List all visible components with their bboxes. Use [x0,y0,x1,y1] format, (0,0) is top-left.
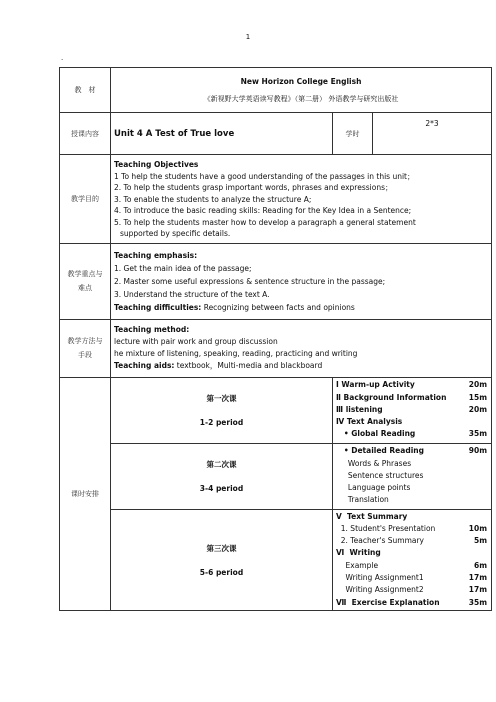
unit-title: Unit 4 A Test of True love [111,113,333,155]
activity-text: Sentence structures [336,470,424,480]
activity-text: Ⅶ Exercise Explanation [336,597,440,607]
dot-mark: . [61,54,64,62]
objective-item: 1 To help the students have a good understanding of the passages in this unit； [114,171,415,181]
emphasis-label-line2: 难点 [78,284,92,292]
activities-cell [333,443,492,509]
objective-item: 3. To enable the students to analyze the structure A; [114,194,312,204]
content-label: 授课内容 [60,113,111,155]
difficulties-text: Recognizing between facts and opinions [201,302,355,312]
activity-text: Ⅳ Text Analysis [336,417,403,427]
activity-time: 20m [468,380,488,390]
page-number: 1 [245,33,251,41]
aids-line [111,360,491,372]
lesson-plan-table [59,67,492,611]
emphasis-item: 3. Understand the structure of the text A. [114,289,270,299]
period-en: 5-6 period [199,567,244,577]
method-heading: Teaching method: [114,325,190,334]
method-row [60,319,492,377]
activity-text: 1. Student's Presentation [336,523,436,533]
period-en: 3-4 period [199,484,244,493]
objective-item: 4. To introduce the basic reading skills: Reading for the Key Idea in a Sentence; [114,206,412,215]
activity-item [336,523,487,535]
emphasis-label-line1: 教学重点与 [67,270,103,278]
objective-item: supported by specific details. [120,229,231,238]
activity-text: Writing Assignment2 [336,585,424,595]
activity-text: Writing Assignment1 [336,572,424,582]
method-line: he mixture of listening, speaking, reading, practicing and writing [114,349,358,358]
activity-time: 35m [468,597,488,607]
activity-time [447,458,487,470]
activity-item [336,535,487,547]
activity-item [336,392,487,404]
textbook-row [60,68,492,113]
activity-item [336,482,487,494]
hours-value: 2*3 [373,113,492,155]
activity-time: 17m [468,572,488,582]
activity-text: 2. Teacher's Summary [336,536,424,546]
method-label-line1: 教学方法与 [67,337,103,345]
activity-time: 5m [473,536,488,546]
period-cell [111,509,333,610]
activity-item [336,511,487,523]
activity-text: Example [336,560,379,570]
method-label-line2: 手段 [78,351,92,359]
activity-item [336,445,487,457]
activity-text: Ⅲ listening [336,404,383,414]
aids-text: textbook，Multi-media and blackboard [174,361,323,370]
textbook-cell [111,68,492,113]
activity-time [447,482,487,494]
objective-item: 5. To help the students master how to develop a paragraph a general statement [114,217,416,227]
activity-time: 6m [473,560,488,570]
activity-item [336,404,487,416]
textbook-title: New Horizon College English [240,76,362,86]
period-cn: 第三次课 [206,543,237,553]
activity-text: • Detailed Reading [336,446,424,456]
activity-item [336,572,487,584]
objectives-label: 教学目的 [60,155,111,244]
activity-time: 15m [468,392,488,402]
difficulties-label: Teaching difficulties: [114,302,202,312]
activity-item [336,379,487,391]
objective-item: 2. To help the students grasp important words, phrases and expressions； [114,183,393,192]
activity-time: 17m [468,585,488,595]
objectives-row [60,155,492,244]
activity-item [336,428,487,440]
activity-item [336,494,487,506]
objectives-heading: Teaching Objectives [114,160,199,169]
emphasis-cell [111,243,492,319]
emphasis-row [60,243,492,319]
schedule-period-1 [60,377,492,443]
activity-text: Ⅰ Warm-up Activity [336,380,415,390]
activity-time: 20m [468,404,488,414]
emphasis-label [60,243,111,319]
method-line: lecture with pair work and group discussion [114,337,278,346]
period-cell [111,443,333,509]
activity-time [447,547,487,559]
activity-time [447,470,487,482]
activities-cell [333,377,492,443]
activity-text: Translation [336,495,389,505]
activity-time: 10m [468,523,488,533]
period-cn: 第一次课 [206,394,237,403]
activity-text: Language points [336,483,411,493]
activity-item [336,470,487,482]
activity-item [336,560,487,572]
activity-item [336,584,487,596]
textbook-publisher: 《新视野大学英语读写教程》（第二册） 外语教学与研究出版社 [203,94,399,103]
activity-text: Ⅱ Background Information [336,392,447,402]
schedule-period-2 [60,443,492,509]
content-row [60,113,492,155]
emphasis-item: 2. Master some useful expressions & sentence structure in the passage; [114,276,386,286]
activities-cell [333,509,492,610]
activity-time [447,494,487,506]
activity-text: Ⅴ Text Summary [336,511,408,521]
activity-time: 90m [468,446,488,456]
aids-label: Teaching aids: [114,361,175,370]
period-cn: 第二次课 [206,460,237,469]
textbook-label: 教 材 [60,68,111,113]
schedule-label: 课时安排 [60,377,111,610]
period-cell [111,377,333,443]
activity-text: Words & Phrases [336,458,412,468]
method-cell [111,319,492,377]
period-en: 1-2 period [199,418,244,427]
difficulties-line [111,301,491,314]
activity-text: • Global Reading [336,429,416,439]
activity-time: 35m [468,429,488,439]
activity-item [336,416,487,428]
activity-item [336,597,487,609]
objectives-cell [111,155,492,244]
activity-item [336,547,487,559]
activity-item [336,458,487,470]
emphasis-heading: Teaching emphasis: [114,250,198,260]
method-label [60,319,111,377]
activity-time [447,416,487,428]
schedule-period-3 [60,509,492,610]
activity-time [447,511,487,523]
activity-text: Ⅵ Writing [336,548,381,558]
emphasis-item: 1. Get the main idea of the passage; [114,263,252,273]
hours-label: 学时 [333,113,373,155]
